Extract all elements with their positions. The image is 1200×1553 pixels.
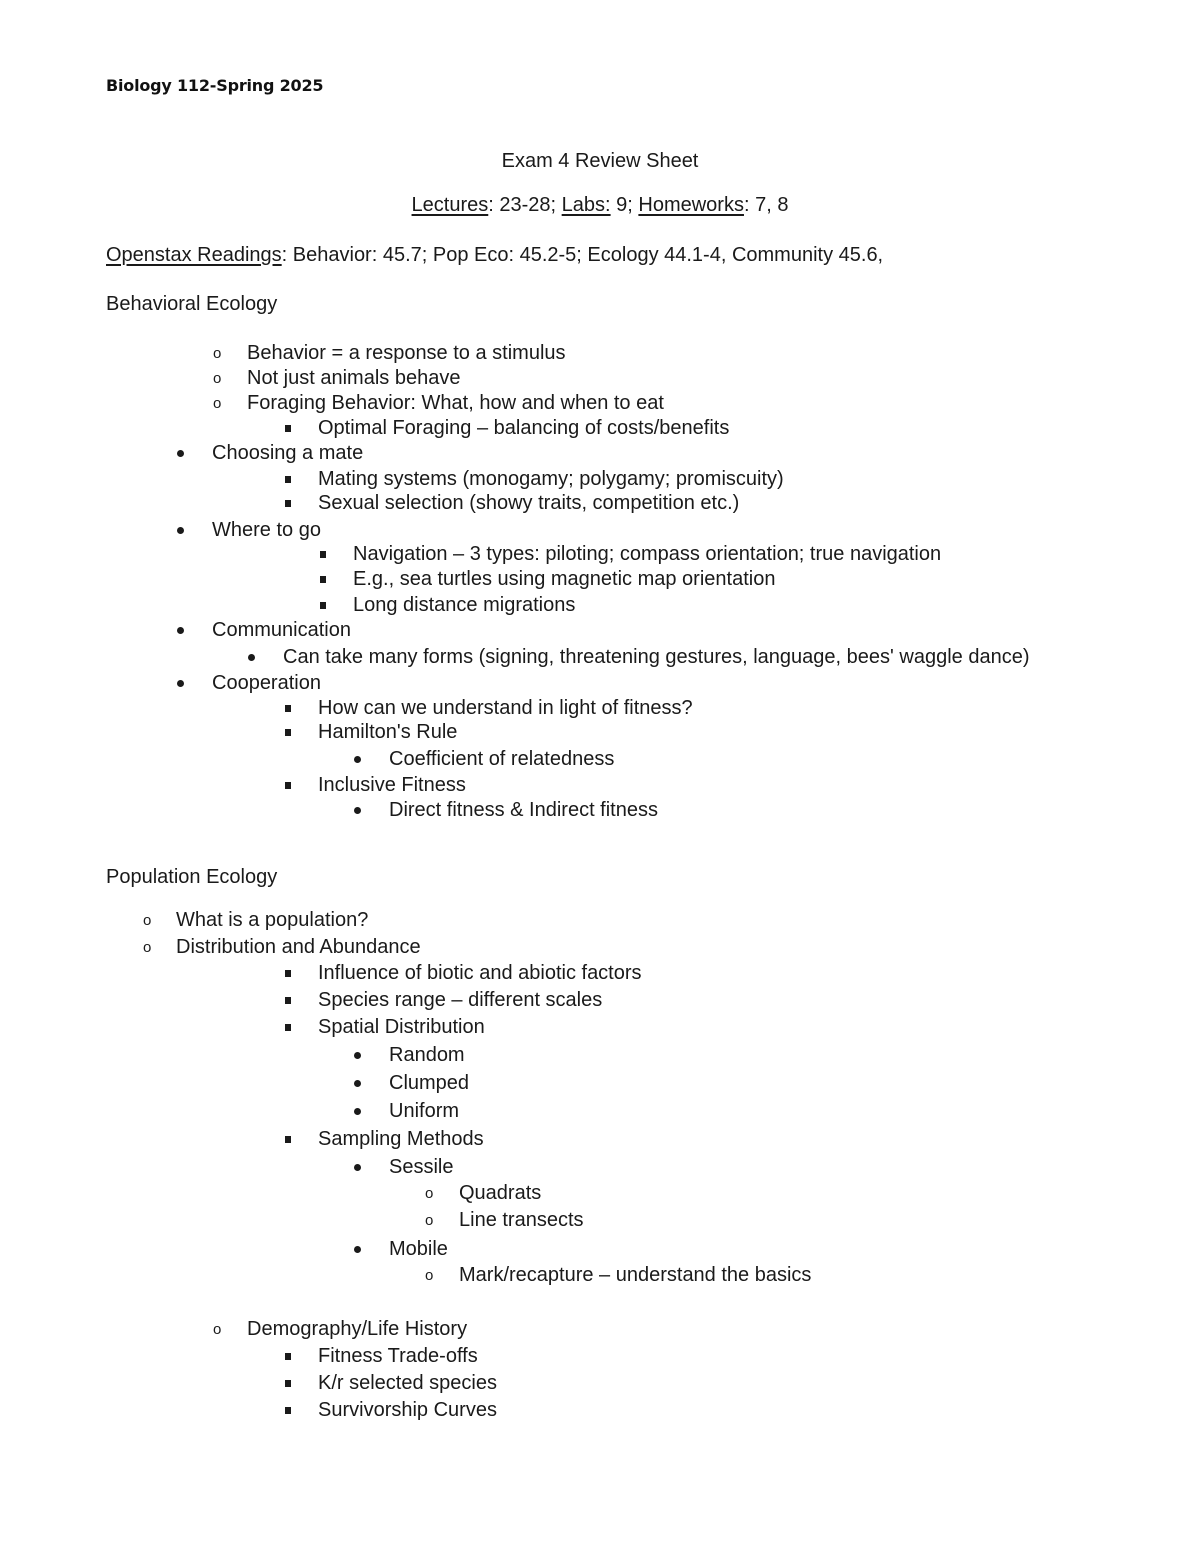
square-bullet-icon (285, 970, 291, 977)
list-item: Influence of biotic and abiotic factors (318, 962, 642, 984)
square-bullet-icon (285, 1136, 291, 1143)
list-item: K/r selected species (318, 1372, 497, 1394)
list-item: Sessile (389, 1156, 454, 1178)
dot-bullet-icon (354, 1080, 361, 1087)
section-heading-population-ecology: Population Ecology (106, 866, 278, 888)
square-bullet-icon (285, 1353, 291, 1360)
list-item: Spatial Distribution (318, 1016, 485, 1038)
dot-bullet-icon (177, 627, 184, 634)
circle-bullet-icon: o (425, 1267, 434, 1284)
circle-bullet-icon: o (213, 370, 222, 387)
list-item: Survivorship Curves (318, 1399, 497, 1421)
square-bullet-icon (285, 782, 291, 789)
list-item: Inclusive Fitness (318, 774, 466, 796)
square-bullet-icon (285, 705, 291, 712)
readings-label: Openstax Readings (106, 244, 282, 266)
square-bullet-icon (285, 997, 291, 1004)
list-item: Foraging Behavior: What, how and when to eat (247, 392, 664, 414)
list-item: Random (389, 1044, 465, 1066)
page-title: Exam 4 Review Sheet (501, 150, 699, 172)
list-item: Mark/recapture – understand the basics (459, 1264, 812, 1286)
list-item: Mating systems (monogamy; polygamy; promiscuity) (318, 468, 784, 490)
dot-bullet-icon (177, 527, 184, 534)
circle-bullet-icon: o (143, 912, 152, 929)
list-item: Clumped (389, 1072, 470, 1094)
readings-value: : Behavior: 45.7; Pop Eco: 45.2-5; Ecology 44.1-4, Community 45.6, (281, 244, 884, 266)
list-item: Behavior = a response to a stimulus (247, 342, 566, 364)
square-bullet-icon (285, 1407, 291, 1414)
circle-bullet-icon: o (213, 395, 222, 412)
list-item: Optimal Foraging – balancing of costs/benefits (318, 417, 730, 439)
list-item: Cooperation (212, 672, 321, 694)
list-item: What is a population? (176, 909, 369, 931)
readings-line (106, 243, 883, 267)
course-header: Biology 112-Spring 2025 (106, 76, 324, 95)
circle-bullet-icon: o (213, 345, 222, 362)
dot-bullet-icon (177, 450, 184, 457)
list-item: Long distance migrations (353, 594, 576, 616)
square-bullet-icon (285, 1380, 291, 1387)
dot-bullet-icon (354, 1246, 361, 1253)
labs-value: 9; (610, 194, 639, 216)
list-item: Line transects (459, 1209, 584, 1231)
dot-bullet-icon (354, 807, 361, 814)
list-item: E.g., sea turtles using magnetic map orientation (353, 568, 776, 590)
dot-bullet-icon (177, 680, 184, 687)
list-item: Mobile (389, 1238, 448, 1260)
square-bullet-icon (320, 576, 326, 583)
labs-label: Labs: (561, 194, 611, 216)
list-item: Hamilton's Rule (318, 721, 458, 743)
homeworks-value: : 7, 8 (743, 194, 789, 216)
circle-bullet-icon: o (213, 1321, 222, 1338)
square-bullet-icon (320, 602, 326, 609)
lectures-label: Lectures (411, 194, 489, 216)
list-item: Choosing a mate (212, 442, 364, 464)
dot-bullet-icon (248, 654, 255, 661)
circle-bullet-icon: o (425, 1185, 434, 1202)
dot-bullet-icon (354, 1164, 361, 1171)
square-bullet-icon (285, 425, 291, 432)
list-item: Not just animals behave (247, 367, 461, 389)
list-item: Where to go (212, 519, 321, 541)
list-item: Can take many forms (signing, threatening gestures, language, bees' waggle dance) (283, 646, 1030, 668)
list-item: Communication (212, 619, 351, 641)
list-item: Coefficient of relatedness (389, 748, 615, 770)
list-item: Navigation – 3 types: piloting; compass orientation; true navigation (353, 543, 942, 565)
square-bullet-icon (285, 476, 291, 483)
list-item: Uniform (389, 1100, 460, 1122)
square-bullet-icon (285, 729, 291, 736)
square-bullet-icon (320, 551, 326, 558)
square-bullet-icon (285, 500, 291, 507)
lectures-value: : 23-28; (488, 194, 562, 216)
course-info-line (0, 193, 1200, 217)
section-heading-behavioral-ecology: Behavioral Ecology (106, 293, 278, 315)
dot-bullet-icon (354, 756, 361, 763)
list-item: Sexual selection (showy traits, competition etc.) (318, 492, 740, 514)
circle-bullet-icon: o (143, 939, 152, 956)
dot-bullet-icon (354, 1052, 361, 1059)
dot-bullet-icon (354, 1108, 361, 1115)
square-bullet-icon (285, 1024, 291, 1031)
list-item: Fitness Trade-offs (318, 1345, 478, 1367)
circle-bullet-icon: o (425, 1212, 434, 1229)
list-item: Species range – different scales (318, 989, 603, 1011)
homeworks-label: Homeworks (638, 194, 744, 216)
list-item: Direct fitness & Indirect fitness (389, 799, 658, 821)
list-item: Sampling Methods (318, 1128, 484, 1150)
list-item: Quadrats (459, 1182, 542, 1204)
list-item: Distribution and Abundance (176, 936, 421, 958)
list-item: Demography/Life History (247, 1318, 468, 1340)
list-item: How can we understand in light of fitness? (318, 697, 693, 719)
